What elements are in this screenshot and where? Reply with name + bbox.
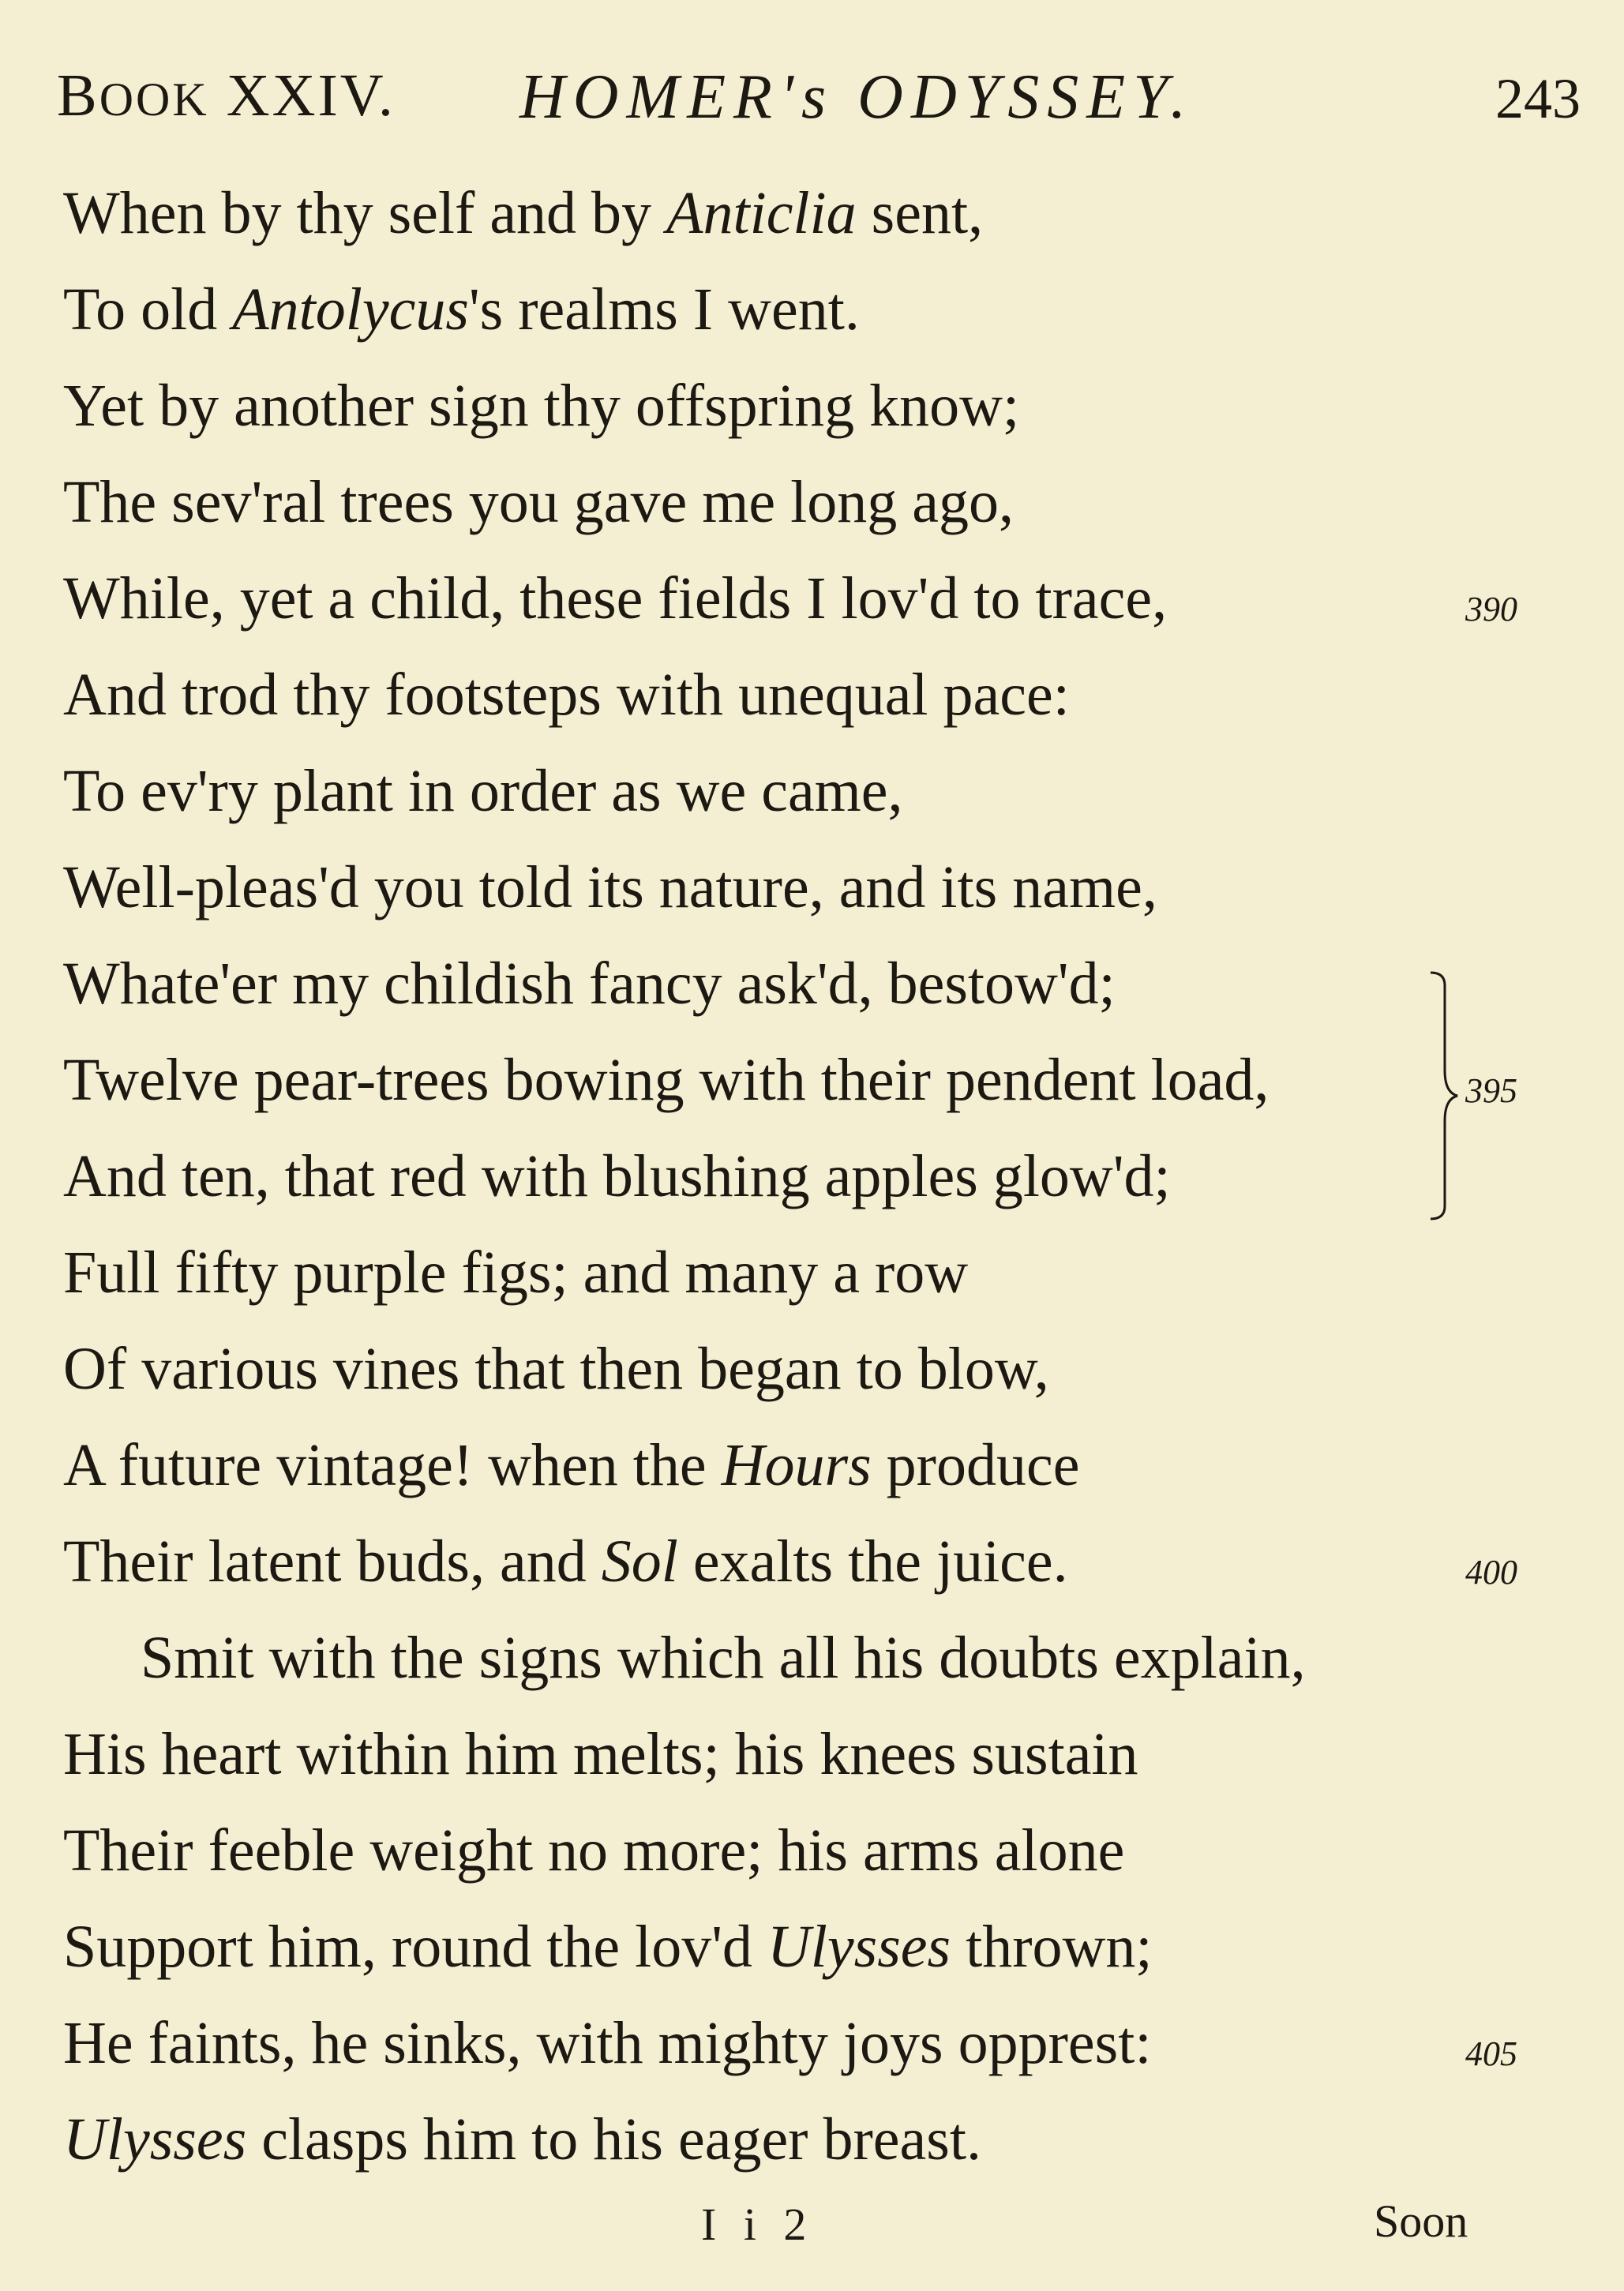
verse-text: exalts the juice. [677, 1528, 1068, 1595]
verse-text: Their feeble weight no more; his arms alone [63, 1817, 1125, 1884]
catchword: Soon [1374, 2195, 1468, 2247]
italic-name: Sol [601, 1528, 678, 1595]
verse-line [141, 1625, 1306, 1691]
italic-name: Hours [721, 1432, 872, 1498]
book-label: BOOK XXIV. [57, 62, 396, 129]
verse-line [63, 1239, 969, 1306]
verse-text: And trod thy footsteps with unequal pace: [63, 662, 1070, 728]
running-title: HOMER's ODYSSEY. [519, 62, 1195, 132]
verse-line [63, 1432, 1080, 1498]
verse-line [63, 758, 903, 824]
verse-text: And ten, that red with blushing apples glow'd; [63, 1143, 1171, 1209]
verse-line [63, 1721, 1138, 1787]
verse-line [63, 1528, 1068, 1595]
verse-text: A future vintage! when the [63, 1432, 722, 1498]
verse-line [63, 662, 1070, 728]
verse-line [63, 2010, 1152, 2076]
verse-text: Smit with the signs which all his doubts explain, [141, 1625, 1306, 1691]
line-number: 395 [1465, 1071, 1517, 1110]
verse-line [63, 276, 860, 343]
italic-name: Antolycus [232, 276, 469, 343]
verse-text: Whate'er my childish fancy ask'd, bestow'd; [63, 951, 1116, 1017]
verse-line [63, 373, 1020, 439]
verse-text: To old [63, 276, 233, 343]
verse-line [63, 1336, 1049, 1402]
line-number: 390 [1465, 590, 1517, 628]
verse-line [63, 1047, 1270, 1113]
italic-name: Ulysses [63, 2106, 247, 2173]
signature-mark: I i 2 [701, 2199, 815, 2250]
verse-text: Support him, round the lov'd [63, 1914, 767, 1980]
verse-line [63, 565, 1168, 632]
verse-text: Full fifty purple figs; and many a row [63, 1239, 969, 1306]
verse-line [63, 2106, 981, 2173]
verse-text: Their latent buds, and [63, 1528, 602, 1595]
verse-text: He faints, he sinks, with mighty joys opprest: [63, 2010, 1152, 2076]
verse-text: 's realms I went. [468, 276, 860, 343]
verse-text: His heart within him melts; his knees sustain [63, 1721, 1138, 1787]
verse-text: produce [871, 1432, 1080, 1498]
verse-text: Twelve pear-trees bowing with their pendent load, [63, 1047, 1270, 1113]
verse-text: When by thy self and by [63, 180, 667, 246]
page-number: 243 [1495, 67, 1581, 130]
verse-line [63, 1914, 1153, 1980]
verse-text: sent, [856, 180, 984, 246]
verse-text: clasps him to his eager breast. [246, 2106, 981, 2173]
verse-line [63, 854, 1157, 921]
verse-line [63, 1817, 1125, 1884]
italic-name: Ulysses [767, 1914, 951, 1980]
triplet-brace-icon [1427, 969, 1464, 1222]
verse-line [63, 1143, 1171, 1209]
line-number: 405 [1465, 2034, 1517, 2073]
line-number: 400 [1465, 1553, 1517, 1592]
verse-text: Of various vines that then began to blow, [63, 1336, 1049, 1402]
verse-text: thrown; [951, 1914, 1153, 1980]
verse-line [63, 469, 1014, 535]
verse-text: To ev'ry plant in order as we came, [63, 758, 903, 824]
verse-text: Yet by another sign thy offspring know; [63, 373, 1020, 439]
verse-text: Well-pleas'd you told its nature, and its name, [63, 854, 1157, 921]
verse-line [63, 951, 1116, 1017]
italic-name: Anticlia [666, 180, 857, 246]
verse-text: While, yet a child, these fields I lov'd to trace, [63, 565, 1168, 632]
verse-line [63, 180, 984, 246]
verse-text: The sev'ral trees you gave me long ago, [63, 469, 1014, 535]
running-head [57, 62, 1581, 141]
